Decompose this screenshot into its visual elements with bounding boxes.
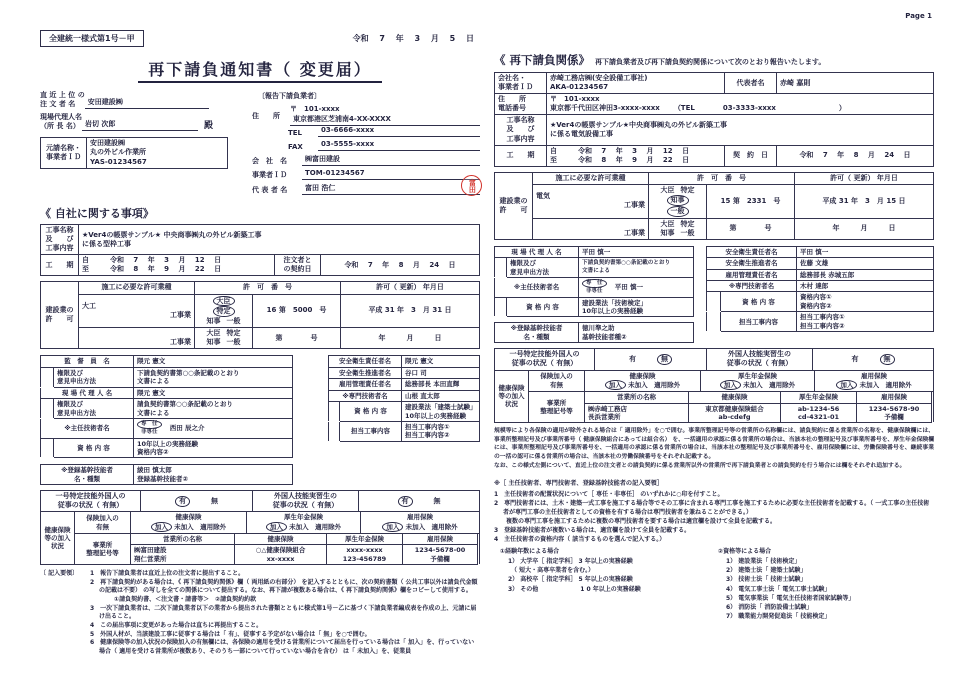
notes-list [90, 570, 480, 657]
tel-value: 03-6666-xxxx [318, 126, 480, 137]
authority-value: 下請負契約書第○○条記載のとおり 文書による [134, 367, 293, 387]
office-name-value: ㈱赤崎工務店 長浜営業所 [585, 403, 689, 423]
engineer-note-item: 3 登録基幹技能者が複数いる場合は、適宜欄を設けて全員を記載する。 [494, 527, 691, 535]
specialist-engineer-label: ※専門技術者名 [707, 281, 797, 292]
company-label: 会 社 名 [252, 157, 287, 165]
representative-label: 代表者名 [725, 73, 777, 94]
experience-based-column [494, 547, 718, 621]
paragraph-line: なお、この様式左側について、直近上位の注文者との請負契約に係る営業所以外の営業所で再下請負業者との請負契約を行う場合には欄をそれぞれ追加する。 [494, 462, 906, 469]
pension-insurance-cell: 厚生年金保険 加入 未加入 適用除外 [701, 370, 815, 392]
company-row [252, 154, 480, 166]
circled-option: 特定 [213, 306, 235, 317]
permit-type: 電気 工事業 [533, 184, 649, 218]
experience-item: 1） 大学卒［ 指定学科］ 3 年以上の実務経験 [508, 557, 633, 565]
permit-header-type: 施工に必要な許可業種 [79, 282, 195, 294]
qualification-label: 資 格 内 容 [721, 292, 797, 312]
authority-value: 下請負契約書第○○条記載のとおり 文書による [579, 258, 694, 278]
employment-header: 雇用保険 [857, 392, 932, 403]
health-insurance-header: 健康保険 [689, 392, 781, 403]
personnel-column-left [494, 246, 694, 344]
form-code-box: 全建統一様式第1号－甲 [40, 30, 144, 47]
insurance-table [494, 370, 934, 423]
insurance-main-label: 健康保険 等の加入 状況 [41, 512, 75, 564]
health-insurance-header: 健康保険 [235, 534, 327, 545]
authority-label: 権限及び 意見申出方法 [54, 399, 134, 419]
license-item: 4） 電気工事士法「 電気工事士試験」 [726, 585, 831, 593]
permit-date: 平成 31 年 3 月 15 日 [795, 184, 934, 218]
site-agent-name: 平田 慎一 [579, 246, 694, 257]
assigned-work-value: 担当工事内容① 担当工事内容② [797, 312, 934, 332]
note-item: 2 再下請負契約がある場合は、《 再下請負契約関係》欄（ 両用紙の右部分） を記入するとともに、次の契約書類（ 公共工事以外は請負代金額の記載は不要） の写しを全ての関係について提出する。なお、再下請が複数ある場合は、《 再下請負契約関係》欄をコピーして使用する。 [90, 578, 478, 595]
document-title: 再下請負通知書（ 変更届） [40, 57, 480, 83]
address-phone-value: 〒 101-xxxx 東京都千代田区神田3-xxxx-xxxx （TEL 03-3333-xxxx ） [547, 94, 934, 115]
circled-option: 加入 [836, 380, 857, 390]
construction-permit-table [40, 281, 480, 349]
personnel-table-right [328, 355, 480, 442]
fax-label: FAX [288, 143, 303, 151]
engineer-note-item: 1 主任技術者の配置状況について［ 専任・非専任］ のいずれかに○印を付すこと。 [494, 491, 724, 499]
office-code-label: 事業所 整理記号等 [75, 534, 131, 565]
permit-header-number: 許 可 番 号 [649, 172, 795, 184]
personnel-section [494, 246, 934, 344]
contract-date-label: 注文者と の契約日 [275, 255, 321, 276]
insurance-enrollment-label: 保険加入の 有無 [75, 512, 131, 534]
period-label: 工 期 [41, 255, 79, 276]
company-seal-icon: 富田 [461, 175, 482, 196]
qualification-label: 資 格 内 容 [507, 297, 579, 317]
pension-header: 厚生年金保険 [781, 392, 857, 403]
insurance-notes-paragraph [494, 427, 934, 470]
business-id-value: TOM-01234567 [302, 169, 480, 180]
work-name-label: 工事名称 及 び 工事内容 [495, 115, 547, 145]
permit-row-2 [495, 218, 934, 239]
office-code-label: 事業所 整理記号等 [529, 392, 585, 423]
postal-code: 〒 101-xxxx [290, 105, 340, 113]
left-page [40, 30, 480, 657]
license-item: 1） 建設業法「 技術検定」 [726, 557, 801, 565]
chief-engineer-value: 専 任 非専任 西田 辰之介 [134, 418, 293, 438]
specified-skilled-foreigner-label: 一号特定技能外国人の 従事の状況（ 有無） [41, 491, 141, 512]
pension-header: 厚生年金保険 [327, 534, 403, 545]
pension-value: xxxx-xxxx 123-456789 [327, 545, 403, 565]
license-based-column [718, 547, 934, 621]
permit-date: 平成 31 年 3 月 31 日 [341, 294, 480, 328]
paragraph-line: 規模等により各保険の適用が除外される場合は「 適用除外」を○で囲む。事業所整理記号等の営業所の名称欄には、請負契約に係る営業所の名称を、健康保険欄には、事業所整理記号及び事業所番号（ 健康保険組合にあっては組合名） を、一括適用の承認に係る営業所の場合は、当該本社の整理記号及び事業所番号を、厚生年金保険欄には、事業所整理記号及び事業所番号を、一括適用の承認に係る営業所の場合は、当該本社の整理記号及び事業所番号を、雇用保険欄には、労働保険番号を、継続事業の一括の認可に係る営業所の場合は、当該本社の労働保険番号をそれぞれ記載する。 [494, 427, 934, 460]
specified-skilled-foreigner-value: 有 無 [141, 491, 253, 512]
health-insurance-value: ○△健康保険組合 xx-xxxx [235, 545, 327, 565]
employment-header: 雇用保険 [403, 534, 478, 545]
office-code-values [585, 392, 934, 423]
permit-number: 16 第 5000 号 [253, 294, 341, 328]
authority-label: 権限及び 意見申出方法 [507, 258, 579, 278]
right-page [494, 30, 934, 622]
section-title-own-company: 《 自社に関する事項》 [40, 207, 154, 220]
prime-contractor-line: 丸の外ビル作業所 [90, 148, 146, 157]
employment-manager-label: 雇用管理責任者名 [707, 269, 797, 280]
qualification-lists [494, 547, 934, 621]
safety-promoter-name: 佐藤 文雄 [797, 258, 934, 269]
business-id-row [252, 169, 480, 180]
permit-row-1 [495, 184, 934, 218]
license-item: 7） 職業能力開発促進法「 技能検定」 [726, 613, 831, 621]
company-id-value: 赤崎工務店㈱(安全設備工事社) AKA-01234567 [547, 73, 725, 94]
license-item: 2） 建築士法「 建築士試験」 [726, 566, 807, 574]
office-code-values [131, 534, 480, 565]
office-name-header: 営業所の名称 [585, 392, 689, 403]
orderer-column [40, 91, 252, 198]
permit-header-date: 許可（ 更新） 年月日 [341, 282, 480, 294]
work-name-value: ★Ver4の帳票サンプル★ 中央商事㈱丸の外ビル新築工事 に係る型枠工事 [79, 225, 480, 255]
reporter-address-row [252, 104, 480, 126]
circled-option: 加入 [382, 522, 403, 532]
permit-date-empty: 年 月 日 [795, 218, 934, 239]
engineer-note-item: 4 主任技術者の資格内容（ 該当するものを選んで記入する。） [494, 536, 666, 544]
qualification-value: 建設業法「建築士試験」 10年以上の実務経験 [402, 402, 480, 422]
circled-option: 大臣 [213, 296, 235, 307]
office-code-inner-table [130, 533, 478, 565]
issue-date: 令和 7 年 3 月 5 日 [352, 34, 474, 43]
representative-name: 赤崎 嘉則 [777, 73, 934, 94]
address-text: 東京都港区芝浦南4-XX-XXXX [290, 114, 480, 126]
site-agent-row [40, 113, 252, 131]
reporter-header: 〔報告下請負業者〕 [258, 92, 321, 100]
site-agent-label: 現場代理人名 （所 長 名） [40, 113, 82, 131]
employment-manager-name: 総務部長 赤城五郎 [797, 269, 934, 280]
experience-item: 3） その他 1 0 年以上の実務経験 [508, 585, 641, 593]
tel-label: TEL [288, 129, 303, 137]
prime-contractor-label: 元請名称・ 事業者ＩＤ [41, 138, 87, 168]
employment-value: 1234-5678-90 予備欄 [857, 403, 932, 423]
period-label: 工 期 [495, 145, 547, 166]
experience-based-header: ①経験年数による場合 [500, 548, 560, 556]
contract-date-value: 令和 7 年 8 月 24 日 [321, 255, 480, 276]
prime-contractor-line: 安田建設㈱ [90, 139, 125, 148]
personnel-section [40, 355, 480, 485]
permit-authority-selector: 大臣 特定 知事一般 [649, 184, 707, 218]
orderer-label: 直 近 上 位 の 注 文 者 名 [40, 91, 85, 109]
safety-promoter-label: 安全衛生推進者名 [707, 258, 797, 269]
insurance-enrollment-label: 保険加入の 有無 [529, 370, 585, 392]
reporter-column [252, 91, 480, 198]
permit-header-number: 許 可 番 号 [195, 282, 341, 294]
registered-skilled-worker-label: ※登録基幹技能者 名・種類 [41, 465, 134, 485]
subcontractor-company-table [494, 72, 934, 146]
registered-skilled-worker-label: ※登録基幹技能者 名・種類 [495, 323, 579, 343]
fill-in-notes [40, 570, 480, 657]
qualification-value: 建設業法「技術検定」 10年以上の実務経験 [579, 297, 694, 317]
work-name-table [40, 224, 480, 255]
page-number-label: Page 1 [905, 12, 932, 20]
permit-label: 建設業の 許 可 [41, 282, 79, 349]
note-item: ①請負契約書、＜注文書・請書等＞ ②請負契約約款 [90, 595, 257, 603]
registered-skilled-worker-value: 徳川準之助 基幹技能者種② [579, 323, 694, 343]
notes-label: 〔 記入要領〕 [40, 569, 79, 577]
address-phone-label: 住 所 電話番号 [495, 94, 547, 115]
permit-header-type: 施工に必要な許可業種 [533, 172, 649, 184]
circled-option: 加入 [151, 522, 172, 532]
representative-row [252, 178, 480, 195]
circled-option: 一般 [667, 206, 689, 217]
site-agent-name: 隈元 憲文 [134, 387, 293, 398]
assigned-work-label: 担当工事内容 [340, 421, 402, 441]
chief-engineer-value: 専 任 非専任 平田 慎一 [579, 278, 694, 298]
note-item: 5 外国人材が、当該建設工事に従事する場合は「 有」、従事する予定がない場合は「 無」を○で囲む。 [90, 630, 371, 638]
note-item: 6 健康保険等の加入状況の保険加入の有無欄には、各保険の適用を受ける営業所について届出を行っている場合は「 加入」を、行っていない場合（ 適用を受ける営業所が複数あり、そのうち一部について行っていない場合を含む） は「 未加入」を、従業員 [90, 639, 475, 656]
employment-insurance-cell: 雇用保険 加入 未加入 適用除外 [815, 370, 934, 392]
engineer-notes [494, 490, 934, 544]
safety-officer-name: 平田 慎一 [797, 246, 934, 257]
specialist-engineer-name: 木村 達郎 [797, 281, 934, 292]
pension-insurance-cell: 厚生年金保険 加入 未加入 適用除外 [247, 512, 361, 534]
prime-contractor-value [87, 138, 228, 168]
personnel-table-right [706, 246, 934, 333]
safety-officer-label: 安全衛生責任者名 [707, 246, 797, 257]
engineer-notes-header: ※［ 主任技術者、専門技術者、登録基幹技能者の記入要領］ [494, 480, 664, 488]
permit-authority-selector: 大臣 特定 知事 一般 [195, 328, 253, 349]
office-name-header: 営業所の名称 [131, 534, 235, 545]
qualification-value: 資格内容① 資格内容② [797, 292, 934, 312]
employment-manager-label: 雇用管理責任者名 [329, 379, 402, 390]
office-name-value: ㈱富田建設 翔仁営業所 [131, 545, 235, 565]
office-code-inner-table [584, 391, 932, 423]
circled-option: 専 任 [137, 420, 162, 429]
permit-date-empty: 年 月 日 [341, 328, 480, 349]
prime-contractor-line: YAS-01234567 [90, 157, 147, 166]
specified-skilled-foreigner-value: 有 無 [595, 349, 707, 370]
registered-skilled-worker-table [494, 322, 694, 343]
foreign-trainee-value: 有 無 [359, 491, 480, 512]
period-value: 自 令和 7 年 3 月 12 日 至 令和 8 年 9 月 22 日 [79, 255, 275, 276]
permit-number-empty: 第 号 [253, 328, 341, 349]
business-id-label: 事業者ＩＤ [252, 171, 287, 179]
circled-option: 知事 [667, 195, 689, 206]
specialist-engineer-label: ※専門技術者名 [329, 390, 402, 401]
subcontract-relation-title: 《 再下請負関係》 再下請負業者及び再下請負契約関係について次のとおり報告いたします。 [494, 53, 826, 67]
health-insurance-cell: 健康保険 加入 未加入 適用除外 [131, 512, 247, 534]
circled-option: 専 任 [582, 279, 607, 288]
permit-type-empty: 工事業 [79, 328, 195, 349]
license-item: 6） 消防法「 消防設備士試験」 [726, 604, 813, 612]
fax-value: 03-5555-xxxx [318, 140, 480, 151]
safety-promoter-name: 谷口 司 [402, 367, 480, 378]
foreign-worker-table [494, 348, 934, 370]
qualification-value: 10年以上の実務経験 資格内容② [134, 438, 293, 458]
authority-label: 権限及び 意見申出方法 [54, 367, 134, 387]
circled-option: 有 [398, 496, 413, 507]
circled-option: 無 [657, 354, 672, 365]
work-name-label: 工事名称 及 び 工事内容 [41, 225, 79, 255]
circled-option: 加入 [605, 380, 626, 390]
engineer-note-item: 複数の専門工事を施工するために複数の専門技術者を要する場合は適宜欄を設けて全員を記載する。 [494, 518, 777, 526]
orderer-row [40, 91, 252, 109]
employment-value: 1234-5678-00 予備欄 [403, 545, 478, 565]
employment-insurance-cell: 雇用保険 加入 未加入 適用除外 [361, 512, 480, 534]
upper-block [40, 91, 480, 198]
tel-row [252, 126, 480, 137]
work-period-table [494, 145, 934, 167]
permit-number-empty: 第 号 [707, 218, 795, 239]
health-insurance-value: 東京都健康保険組合 ab-cdefg [689, 403, 781, 423]
authority-value: 請負契約書第○○条記載のとおり 文書による [134, 399, 293, 419]
license-item: 3） 技術士法「 技術士試験」 [726, 576, 807, 584]
supervisor-label: 監 督 員 名 [41, 356, 134, 367]
permit-type: 大工 工事業 [79, 294, 195, 328]
fax-row [252, 140, 480, 151]
circled-option: 加入 [266, 522, 287, 532]
site-agent-label: 現 場 代 理 人 名 [495, 246, 579, 257]
engineer-note-item: 2 専門技術者には、土木・建築一式工事を施工する場合等でその工事に含まれる専門工事を施工するために必要な主任技術者を記載する。（ 一式工事の主任技術者が専門工事の主任技術者としての資格を有する場合は専門技術者を兼ねることができる。） [494, 500, 930, 517]
permit-row-2 [41, 328, 480, 349]
chief-engineer-label: ※主任技術者名 [41, 418, 134, 438]
health-insurance-cell: 健康保険 加入 未加入 適用除外 [585, 370, 701, 392]
registered-skilled-worker-value: 綾田 慎太郎 登録基幹技能者② [134, 465, 293, 485]
specialist-engineer-name: 山根 直太郎 [402, 390, 480, 401]
circled-option: 無 [880, 354, 895, 365]
permit-header-date: 許可（ 更新） 年月日 [795, 172, 934, 184]
address-label: 住 所 [252, 112, 280, 120]
construction-permit-table [494, 172, 934, 240]
pension-value: ab-1234-56 cd-4321-01 [781, 403, 857, 423]
permit-type-empty: 工事業 [533, 218, 649, 239]
permit-authority-selector: 大臣 特定 知事 一般 [649, 218, 707, 239]
assigned-work-value: 担当工事内容① 担当工事内容② [402, 421, 480, 441]
assigned-work-label: 担当工事内容 [721, 312, 797, 332]
qualification-label: 資 格 内 容 [54, 438, 134, 458]
contract-date-value: 令和 7 年 8 月 24 日 [777, 145, 934, 166]
foreign-trainee-label: 外国人技能実習生の 従事の状況（ 有無） [253, 491, 359, 512]
period-value: 自 令和 7 年 3 月 12 日 至 令和 8 年 9 月 22 日 [547, 145, 725, 166]
note-item: 3 一次下請負業者は、二次下請負業者以下の業者から提出された書類とともに様式第1号－乙に基づく下請負業者編成表を作成の上、元請に届け出ること。 [90, 604, 477, 621]
personnel-table-left [494, 246, 694, 318]
permit-authority-selector: 大臣特定 知事 一般 [195, 294, 253, 328]
work-name-value: ★Ver4の帳票サンプル★中央商事㈱丸の外ビル新築工事 に係る電気設備工事 [547, 115, 934, 145]
site-agent-name: 岩切 次郎 [82, 119, 198, 131]
site-agent-label: 現 場 代 理 人 名 [41, 387, 134, 398]
insurance-main-label: 健康保険 等の加入 状況 [495, 370, 529, 422]
foreign-trainee-value: 有 無 [813, 349, 934, 370]
prime-contractor-box [40, 137, 228, 168]
foreign-worker-table [40, 490, 480, 512]
specified-skilled-foreigner-label: 一号特定技能外国人の 従事の状況（ 有無） [495, 349, 595, 370]
address-value [290, 104, 480, 126]
permit-label: 建設業の 許 可 [495, 172, 533, 239]
honorific-dono: 殿 [204, 121, 214, 132]
representative-label: 代 表 者 名 [252, 186, 288, 194]
circled-option: 有 [175, 496, 190, 507]
tel-value: （TEL 03-3333-xxxx ） [673, 104, 846, 113]
foreign-trainee-label: 外国人技能実習生の 従事の状況（ 有無） [707, 349, 813, 370]
contract-date-label: 契 約 日 [725, 145, 777, 166]
safety-officer-label: 安全衛生責任者名 [329, 356, 402, 367]
permit-number: 15 第 2331 号 [707, 184, 795, 218]
safety-promoter-label: 安全衛生推進者名 [329, 367, 402, 378]
work-period-table [40, 254, 480, 276]
supervisor-name: 隈元 憲文 [134, 356, 293, 367]
license-item: 5） 電気事業法「 電気主任技術者国家試験等」 [726, 594, 855, 602]
left-header [40, 30, 480, 47]
safety-officer-name: 隈元 憲文 [402, 356, 480, 367]
qualification-label: 資 格 内 容 [340, 402, 402, 422]
company-id-label: 会社名・ 事業者ＩＤ [495, 73, 547, 94]
personnel-table-left [40, 355, 293, 485]
employment-manager-name: 総務部長 本田直輝 [402, 379, 480, 390]
license-based-header: ②資格等による場合 [718, 548, 772, 556]
circled-option: 加入 [720, 380, 741, 390]
company-name: ㈱富田建設 [302, 154, 480, 166]
experience-item: 2） 高校卒［ 指定学科］ 5 年以上の実務経験 [508, 576, 633, 584]
experience-item: （ 短大・高専卒業者を含む。） [508, 566, 595, 574]
note-item: 4 この届出事項に変更があった場合は直ちに再提出すること。 [90, 621, 263, 629]
representative-name: 富田 浩仁 [302, 183, 480, 195]
note-item: 1 報告下請負業者は直近上位の注文者に提出すること。 [90, 569, 245, 577]
permit-row-1 [41, 294, 480, 328]
orderer-name: 安田建設㈱ [85, 97, 209, 109]
insurance-table [40, 511, 480, 564]
chief-engineer-label: ※主任技術者名 [495, 278, 579, 298]
